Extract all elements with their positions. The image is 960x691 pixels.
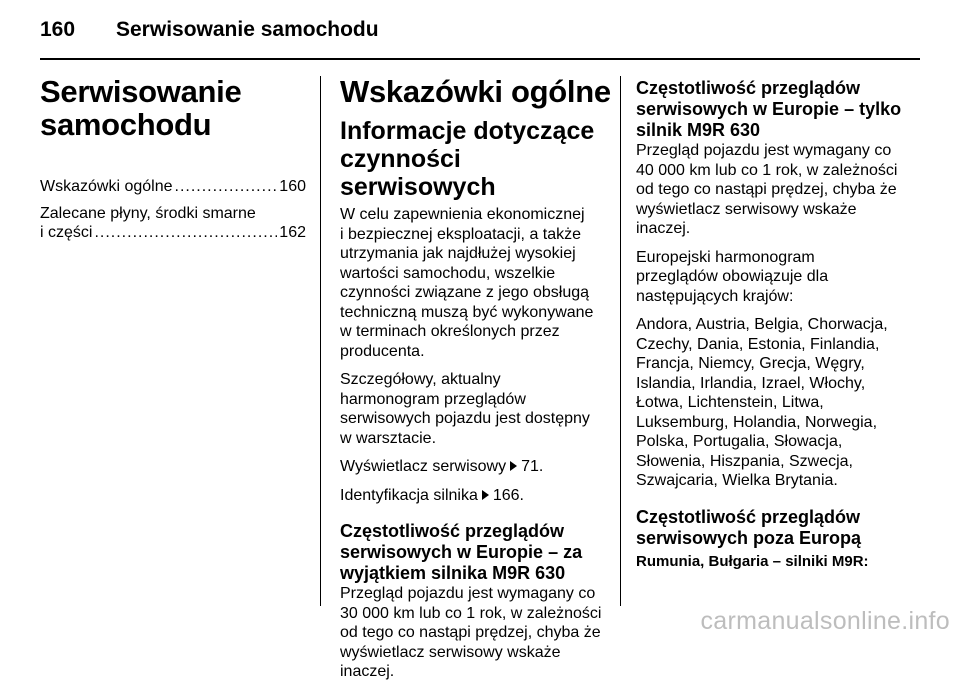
toc-entry-fluids[interactable] xyxy=(40,204,306,243)
toc-entry-text: Wskazówki ogólne xyxy=(40,178,173,195)
toc-leader-dots xyxy=(175,177,278,197)
toc-entry-page: 160 xyxy=(279,178,306,195)
section-heading: Wskazówki ogólne xyxy=(340,74,611,109)
column-divider-left xyxy=(320,76,321,606)
page-number: 160 xyxy=(40,18,76,41)
cross-reference-engine-id[interactable] xyxy=(340,486,608,506)
paragraph-service-intro: W celu zapewnienia ekonomicznej i bezpiecznej eksploatacji, a także utrzymania jak najdłużej wysokiej wartości samochodu, wszelkie czynności związane z jego obsługą techniczną muszą być wykonywane w terminach określonych przez producenta. xyxy=(340,206,594,360)
paragraph-european-schedule: Europejski harmonogram przeglądów obowiązuje dla następujących krajów: xyxy=(636,248,829,305)
cross-reference-service-display[interactable] xyxy=(340,457,608,477)
column-europe-schedule xyxy=(636,75,906,571)
subsubsection-heading-romania-bulgaria: Rumunia, Bułgaria – silniki M9R: xyxy=(636,552,869,570)
toc-entry-text-line2: i części xyxy=(40,224,93,241)
column-general-info xyxy=(340,74,611,691)
toc-entry-text-line1: Zalecane płyny, środki smarne xyxy=(40,204,256,222)
chapter-title: Serwisowanie samochodu xyxy=(116,18,379,41)
reference-page: 166. xyxy=(492,486,524,504)
table-of-contents xyxy=(40,177,306,243)
header-rule xyxy=(40,58,920,60)
reference-text: Wyświetlacz serwisowy xyxy=(340,458,507,475)
subsection-heading-europe-except: Częstotliwość przeglądów serwisowych w Europie – za wyjątkiem silnika M9R 630 xyxy=(340,521,583,583)
paragraph-schedule: Szczegółowy, aktualny harmonogram przeglądów serwisowych pojazdu jest dostępny w warsztacie. xyxy=(340,371,590,447)
reference-page: 71. xyxy=(521,458,544,475)
subsection-heading-europe-only: Częstotliwość przeglądów serwisowych w Europie – tylko silnik M9R 630 xyxy=(636,78,902,140)
column-divider-right xyxy=(620,76,621,606)
page-header xyxy=(40,18,379,42)
watermark-text: carmanualsonline.info xyxy=(700,607,950,635)
column-toc xyxy=(40,75,306,250)
paragraph-interval-40000: Przegląd pojazdu jest wymagany co 40 000 km lub co 1 rok, w zależności od tego co nastąpi prędzej, chyba że wyświetlacz serwisowy wskaże inaczej. xyxy=(636,142,898,237)
paragraph-interval-30000: Przegląd pojazdu jest wymagany co 30 000 km lub co 1 rok, w zależności od tego co nastąpi prędzej, chyba że wyświetlacz serwisowy wskaże inaczej. xyxy=(340,585,602,680)
reference-arrow-icon xyxy=(482,490,489,500)
subsection-heading-outside-europe: Częstotliwość przeglądów serwisowych poza Europą xyxy=(636,506,862,548)
paragraph-country-list: Andora, Austria, Belgia, Chorwacja, Czechy, Dania, Estonia, Finlandia, Francja, Niemcy, Grecja, Węgry, Islandia, Irlandia, Izrael, Włochy, Łotwa, Lichtenstein, Litwa, Luksemburg, Holandia, Norwegia, Polska, Portugalia, Słowacja, Słowenia, Hiszpania, Szwecja, Szwajcaria, Wielka Brytania. xyxy=(636,316,888,489)
chapter-heading: Serwisowanie samochodu xyxy=(40,74,242,142)
toc-entry-page: 162 xyxy=(279,224,306,241)
reference-arrow-icon xyxy=(510,461,517,471)
toc-entry-general-info[interactable] xyxy=(40,177,306,197)
toc-leader-dots xyxy=(94,223,277,243)
subsection-heading-service-info: Informacje dotyczące czynności serwisowych xyxy=(340,117,595,201)
reference-text: Identyfikacja silnika xyxy=(340,486,478,504)
